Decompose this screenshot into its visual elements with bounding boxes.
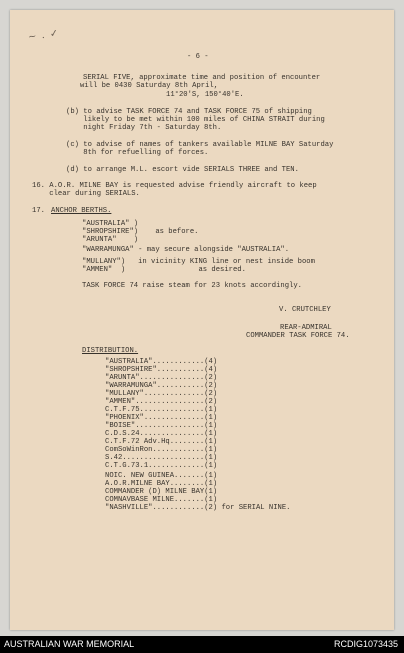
distribution-row: C.T.G.73.1.............(1) [105, 462, 218, 470]
berth-line-3: "ARUNTA" ) [82, 236, 139, 244]
item-b-line-1: (b) to advise TASK FORCE 74 and TASK FORCE 75 of shipping [66, 108, 312, 116]
distribution-row: A.O.R.MILNE BAY........(1) [105, 480, 218, 488]
distribution-row: "WARRAMUNGA"...........(2) [105, 382, 218, 390]
signature-name: V. CRUTCHLEY [279, 306, 331, 314]
signature-title: COMMANDER TASK FORCE 74. [246, 332, 350, 340]
berth-line-5: "MULLANY") in vicinity KING line or nest inside boom [82, 258, 315, 266]
distribution-row: ComSoWinRon............(1) [105, 446, 218, 454]
item-b-line-2: likely to be met within 100 miles of CHINA STRAIT during [66, 116, 325, 124]
distribution-row: C.T.F.72 Adv.Hq........(1) [105, 438, 218, 446]
distribution-row: "MULLANY"..............(2) [105, 390, 218, 398]
anchor-berths-heading: ANCHOR BERTHS. [51, 207, 112, 215]
distribution-row: C.T.F.75...............(1) [105, 406, 218, 414]
para-16-line-2: clear during SERIALS. [32, 190, 140, 198]
distribution-row: "PHOENIX"..............(1) [105, 414, 218, 422]
handwritten-mark: ~ . ✓ [27, 27, 60, 44]
item-d-line-1: (d) to arrange M.L. escort vide SERIALS THREE and TEN. [66, 166, 299, 174]
item-c-line-2: 8th for refuelling of forces. [66, 149, 209, 157]
distribution-row: S.42...................(1) [105, 454, 218, 462]
berth-line-7: TASK FORCE 74 raise steam for 23 knots accordingly. [82, 282, 302, 290]
distribution-row: "SHROPSHIRE"...........(4) [105, 366, 218, 374]
document-page [10, 10, 394, 630]
page-number: - 6 - [187, 53, 209, 61]
serial-five-line-1: SERIAL FIVE, approximate time and position of encounter [83, 74, 321, 82]
distribution-row: COMMANDER (D) MILNE BAY(1) [105, 488, 218, 496]
distribution-heading: DISTRIBUTION. [82, 347, 139, 355]
distribution-row: "BOISE"................(1) [105, 422, 218, 430]
berth-line-2: "SHROPSHIRE") as before. [82, 228, 199, 236]
distribution-row: "AMMEN"................(2) [105, 398, 218, 406]
para-17-number: 17. [32, 207, 45, 215]
item-c-line-1: (c) to advise of names of tankers available MILNE BAY Saturday [66, 141, 334, 149]
item-b-line-3: night Friday 7th - Saturday 8th. [66, 124, 222, 132]
distribution-row: NOIC. NEW GUINEA.......(1) [105, 472, 218, 480]
signature-rank: REAR-ADMIRAL [280, 324, 332, 332]
berth-line-6: "AMMEN" ) as desired. [82, 266, 246, 274]
distribution-row: "ARUNTA"...............(2) [105, 374, 218, 382]
berth-line-4: "WARRAMUNGA" - may secure alongside "AUSTRALIA". [82, 246, 290, 254]
distribution-row: C.D.S.24...............(1) [105, 430, 218, 438]
serial-five-line-2: will be 0430 Saturday 8th April, [80, 82, 219, 90]
archive-footer-bar [0, 636, 404, 653]
footer-institution: AUSTRALIAN WAR MEMORIAL [4, 639, 135, 649]
berth-line-1: "AUSTRALIA" ) [82, 220, 139, 228]
distribution-row: COMNAVBASE MILNE.......(1) [105, 496, 218, 504]
serial-five-line-3: 11°20'S, 150°40'E. [166, 91, 244, 99]
footer-record-id: RCDIG1073435 [333, 639, 398, 649]
para-16-line-1: 16. A.O.R. MILNE BAY is requested advise friendly aircraft to keep [32, 182, 317, 190]
distribution-row: "NASHVILLE"............(2) for SERIAL NINE. [105, 504, 291, 512]
distribution-row: "AUSTRALIA"............(4) [105, 358, 218, 366]
